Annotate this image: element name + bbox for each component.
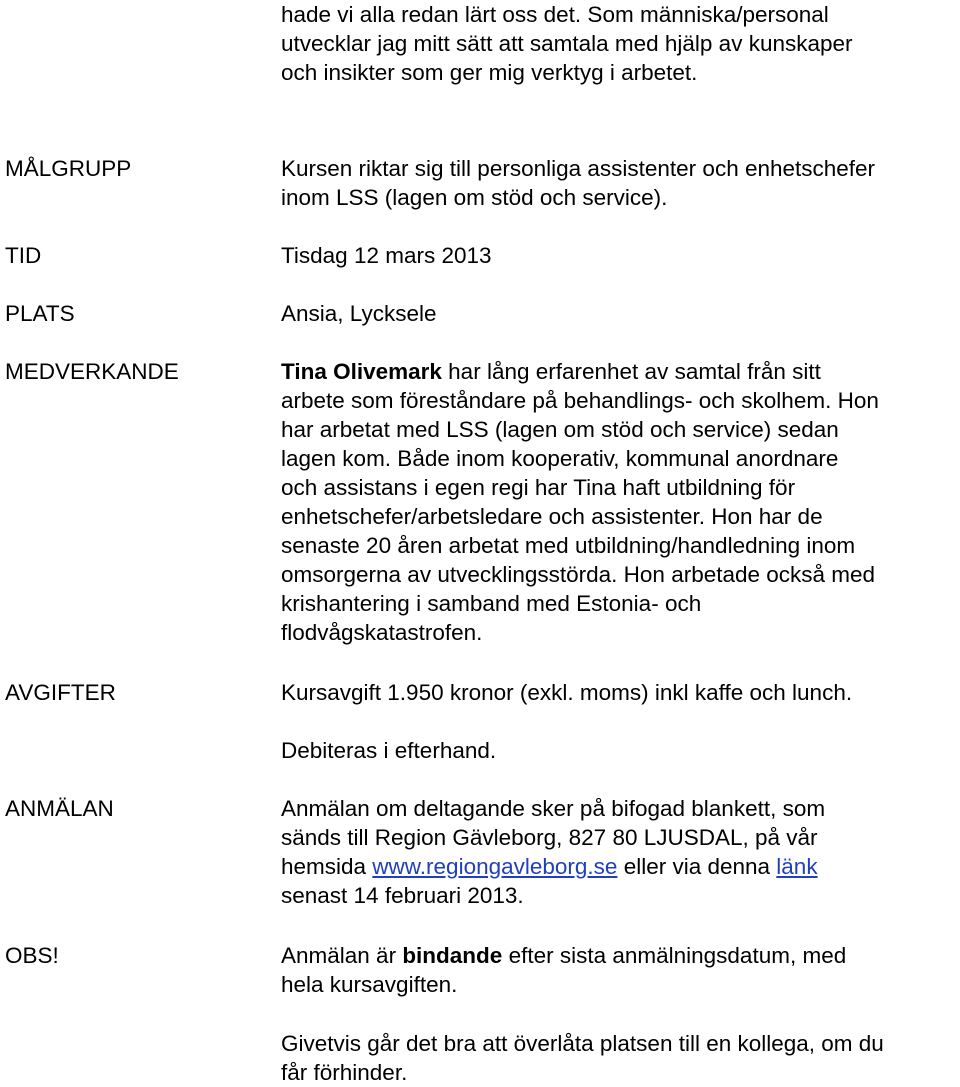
- intro-line: utvecklar jag mitt sätt att samtala med hjälp av kunskaper: [281, 31, 853, 56]
- malgrupp-label: MÅLGRUPP: [5, 156, 132, 181]
- malgrupp-text-line: inom LSS (lagen om stöd och service).: [281, 185, 668, 210]
- presenter-name: Tina Olivemark: [281, 359, 442, 384]
- anmalan-text: hemsida: [281, 854, 373, 879]
- transfer-text-line: Givetvis går det bra att överlåta platsen till en kollega, om du: [281, 1031, 884, 1056]
- anmalan-text-line: senast 14 februari 2013.: [281, 883, 524, 908]
- obs-text: Anmälan är: [281, 943, 403, 968]
- medverkande-text-line: enhetschefer/arbetsledare och assistenter. Hon har de: [281, 504, 823, 529]
- medverkande-first-line: [281, 357, 821, 386]
- obs-text: efter sista anmälningsdatum, med: [502, 943, 847, 968]
- anmalan-label: ANMÄLAN: [5, 796, 114, 821]
- avgifter-billing: Debiteras i efterhand.: [281, 738, 497, 763]
- avgifter-label: AVGIFTER: [5, 680, 116, 705]
- medverkande-text-line: krishantering i samband med Estonia- och: [281, 591, 702, 616]
- obs-text-line: [281, 941, 846, 970]
- medverkande-text-line: omsorgerna av utvecklingsstörda. Hon arbetade också med: [281, 562, 876, 587]
- registration-link[interactable]: länk: [776, 854, 818, 879]
- plats-value: Ansia, Lycksele: [281, 301, 437, 326]
- medverkande-text-line: arbete som föreståndare på behandlings- och skolhem. Hon: [281, 388, 879, 413]
- obs-text-line: hela kursavgiften.: [281, 972, 458, 997]
- obs-label: OBS!: [5, 943, 59, 968]
- tid-label: TID: [5, 243, 42, 268]
- tid-value: Tisdag 12 mars 2013: [281, 243, 492, 268]
- plats-label: PLATS: [5, 301, 75, 326]
- website-link[interactable]: www.regiongavleborg.se: [372, 854, 618, 879]
- medverkande-label: MEDVERKANDE: [5, 359, 179, 384]
- transfer-text-line: får förhinder.: [281, 1060, 408, 1085]
- avgifter-fee: Kursavgift 1.950 kronor (exkl. moms) inkl kaffe och lunch.: [281, 680, 853, 705]
- medverkande-first-line-text: har lång erfarenhet av samtal från sitt: [441, 359, 821, 384]
- anmalan-links-line: [281, 852, 818, 881]
- medverkande-text-line: senaste 20 åren arbetat med utbildning/handledning inom: [281, 533, 856, 558]
- intro-line: hade vi alla redan lärt oss det. Som människa/personal: [281, 2, 829, 27]
- anmalan-text: eller via denna: [617, 854, 777, 879]
- medverkande-text-line: flodvågskatastrofen.: [281, 620, 483, 645]
- intro-line: och insikter som ger mig verktyg i arbetet.: [281, 60, 698, 85]
- medverkande-text-line: har arbetat med LSS (lagen om stöd och service) sedan: [281, 417, 839, 442]
- obs-bold-text: bindande: [402, 943, 503, 968]
- anmalan-text-line: Anmälan om deltagande sker på bifogad blankett, som: [281, 796, 826, 821]
- anmalan-text-line: sänds till Region Gävleborg, 827 80 LJUSDAL, på vår: [281, 825, 818, 850]
- medverkande-text-line: och assistans i egen regi har Tina haft utbildning för: [281, 475, 796, 500]
- malgrupp-text-line: Kursen riktar sig till personliga assistenter och enhetschefer: [281, 156, 876, 181]
- medverkande-text-line: lagen kom. Både inom kooperativ, kommunal anordnare: [281, 446, 839, 471]
